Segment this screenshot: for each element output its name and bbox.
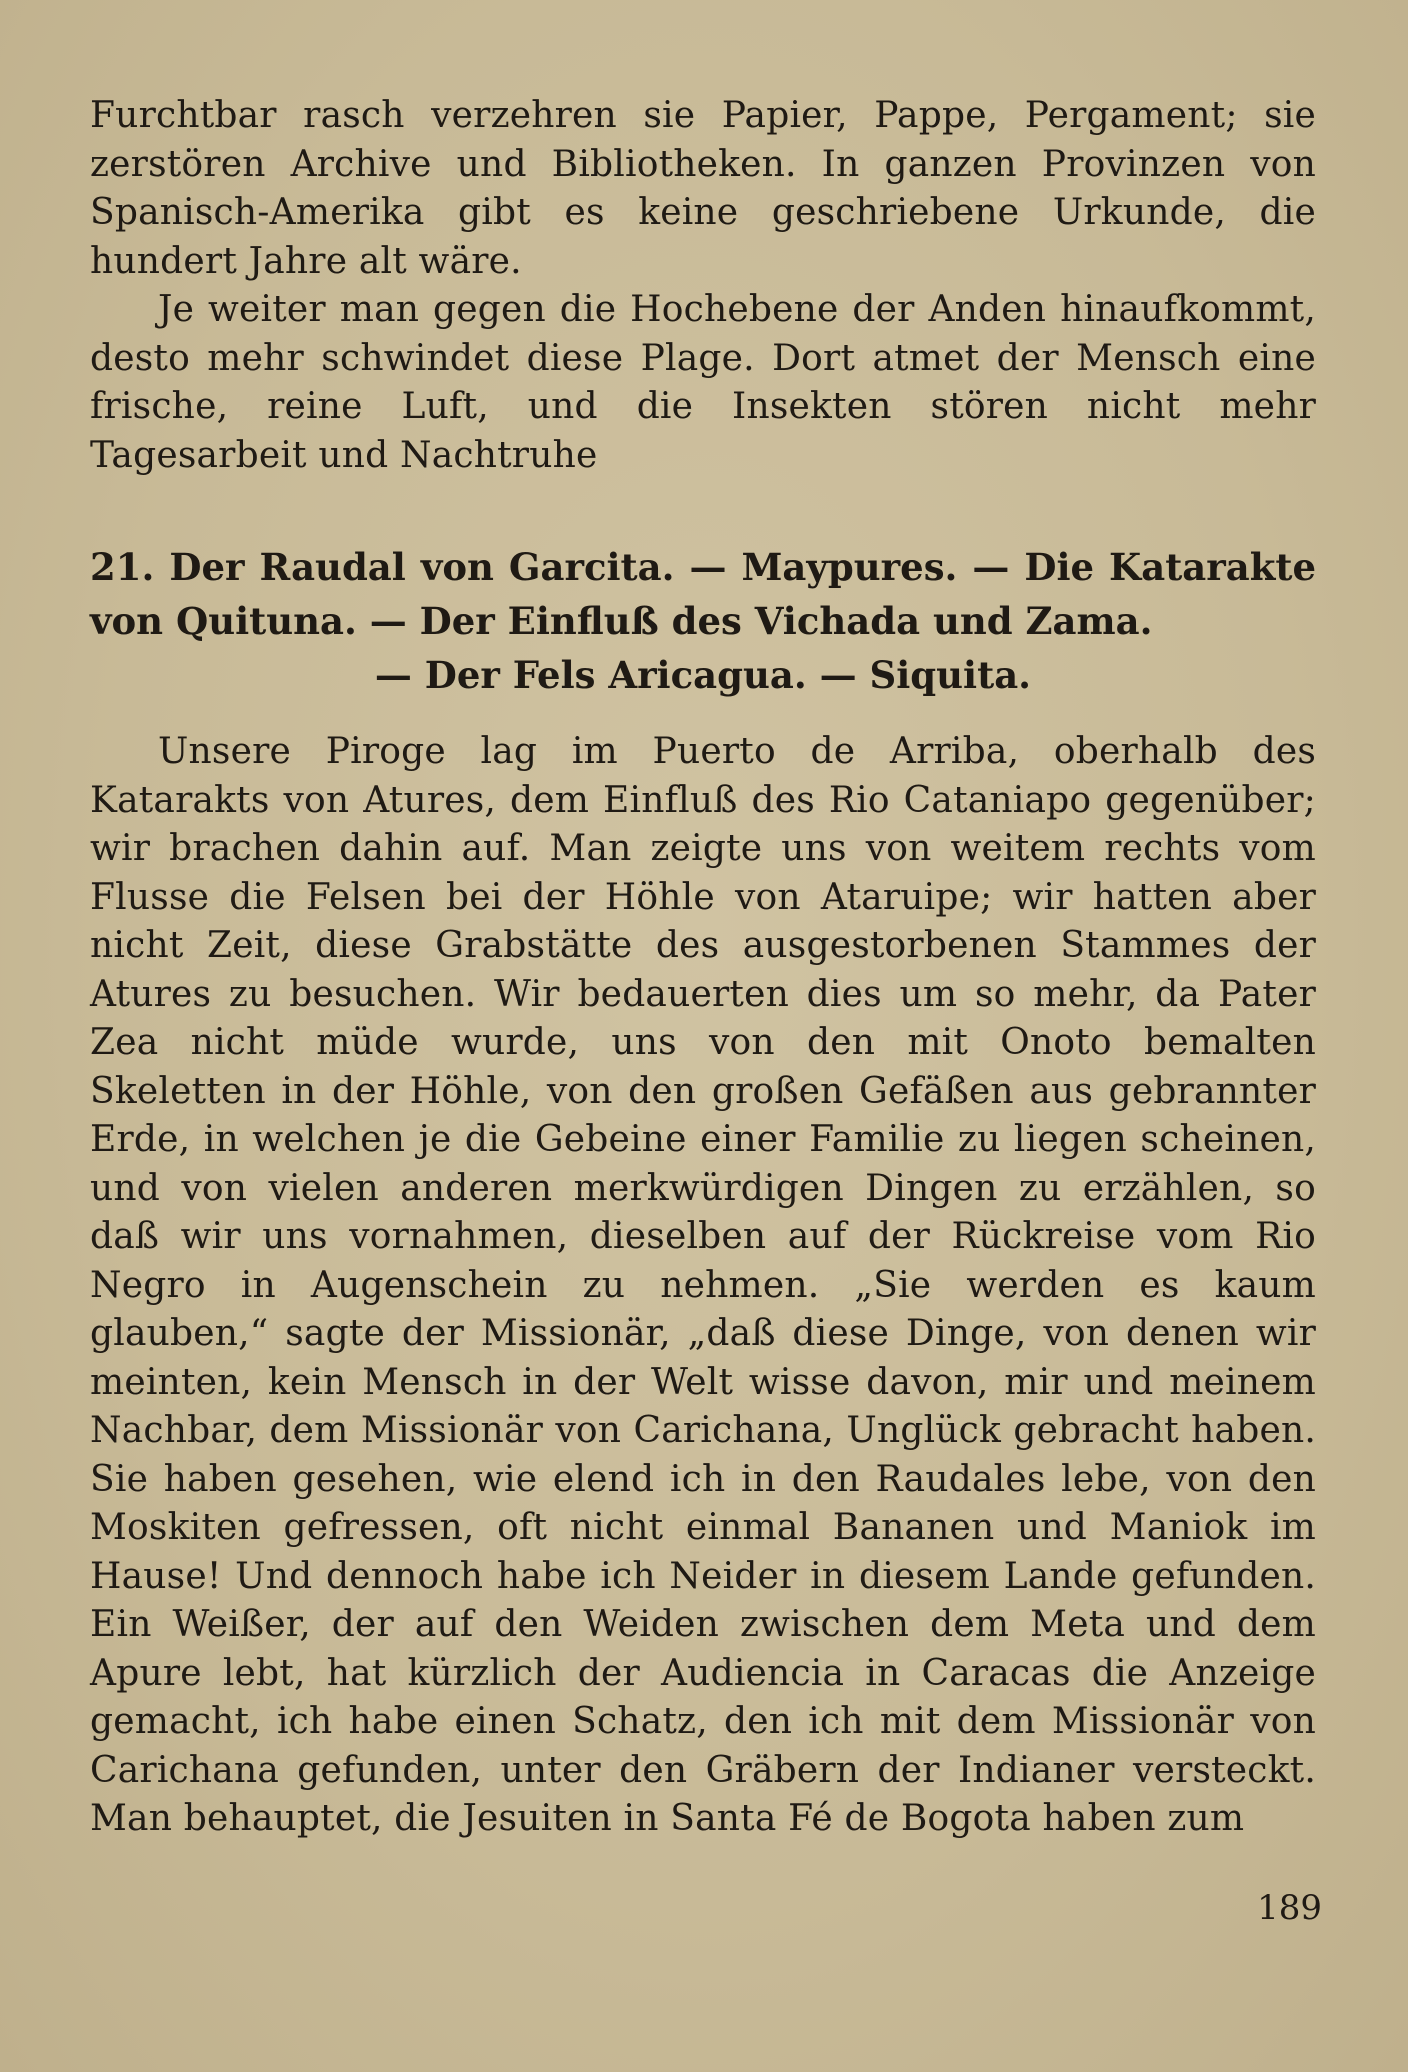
- chapter-heading-line-1: 21. Der Raudal von Garcita. — Maypures. — Die Katarakte von Quituna. — Der Einfluß des Vichada und Zama.: [90, 545, 1316, 643]
- chapter-heading-line-2: — Der Fels Aricagua. — Siquita.: [374, 653, 1032, 697]
- paragraph-piroge: Unsere Piroge lag im Puerto de Arriba, oberhalb des Katarakts von Atures, dem Einfluß des Rio Cataniapo gegenüber; wir brachen dahin auf. Man zeigte uns von weitem rechts vom Flusse die Felsen bei der Höhle von Ataruipe; wir hatten aber nicht Zeit, diese Grabstätte des ausgestorbenen Stammes der Atures zu besuchen. Wir bedauerten dies um so mehr, da Pater Zea nicht müde wurde, uns von den mit Onoto bemalten Skeletten in der Höhle, von den großen Gefäßen aus gebrannter Erde, in welchen je die Gebeine einer Familie zu liegen scheinen, und von vielen anderen merkwürdigen Dingen zu erzählen, so daß wir uns vornahmen, dieselben auf der Rückreise vom Rio Negro in Augenschein zu nehmen. „Sie werden es kaum glauben,“ sagte der Missionär, „daß diese Dinge, von denen wir meinten, kein Mensch in der Welt wisse davon, mir und meinem Nachbar, dem Missionär von Carichana, Unglück gebracht haben. Sie haben gesehen, wie elend ich in den Raudales lebe, von den Moskiten gefressen, oft nicht einmal Bananen und Maniok im Hause! Und dennoch habe ich Neider in diesem Lande gefunden. Ein Weißer, der auf den Weiden zwischen dem Meta und dem Apure lebt, hat kürzlich der Audiencia in Caracas die Anzeige gemacht, ich habe einen Schatz, den ich mit dem Missionär von Carichana gefunden, unter den Gräbern der Indianer versteckt. Man behauptet, die Jesuiten in Santa Fé de Bogota haben zum: [90, 731, 1316, 1839]
- chapter-text-section: [90, 728, 1316, 1844]
- paragraph-plague: Je weiter man gegen die Hochebene der Anden hinaufkommt, desto mehr schwindet diese Plage. Dort atmet der Mensch eine frische, reine Luft, und die Insekten stören nicht mehr Tagesarbeit und Nachtruhe: [90, 289, 1316, 476]
- chapter-heading: [90, 540, 1316, 702]
- top-text-section: [90, 92, 1316, 480]
- paragraph-continuation: Furchtbar rasch verzehren sie Papier, Pappe, Pergament; sie zerstören Archive und Bibliotheken. In ganzen Provinzen von Spanisch-Amerika gibt es keine geschriebene Urkunde, die hundert Jahre alt wäre.: [90, 95, 1316, 282]
- page-number: 189: [1257, 1888, 1322, 1928]
